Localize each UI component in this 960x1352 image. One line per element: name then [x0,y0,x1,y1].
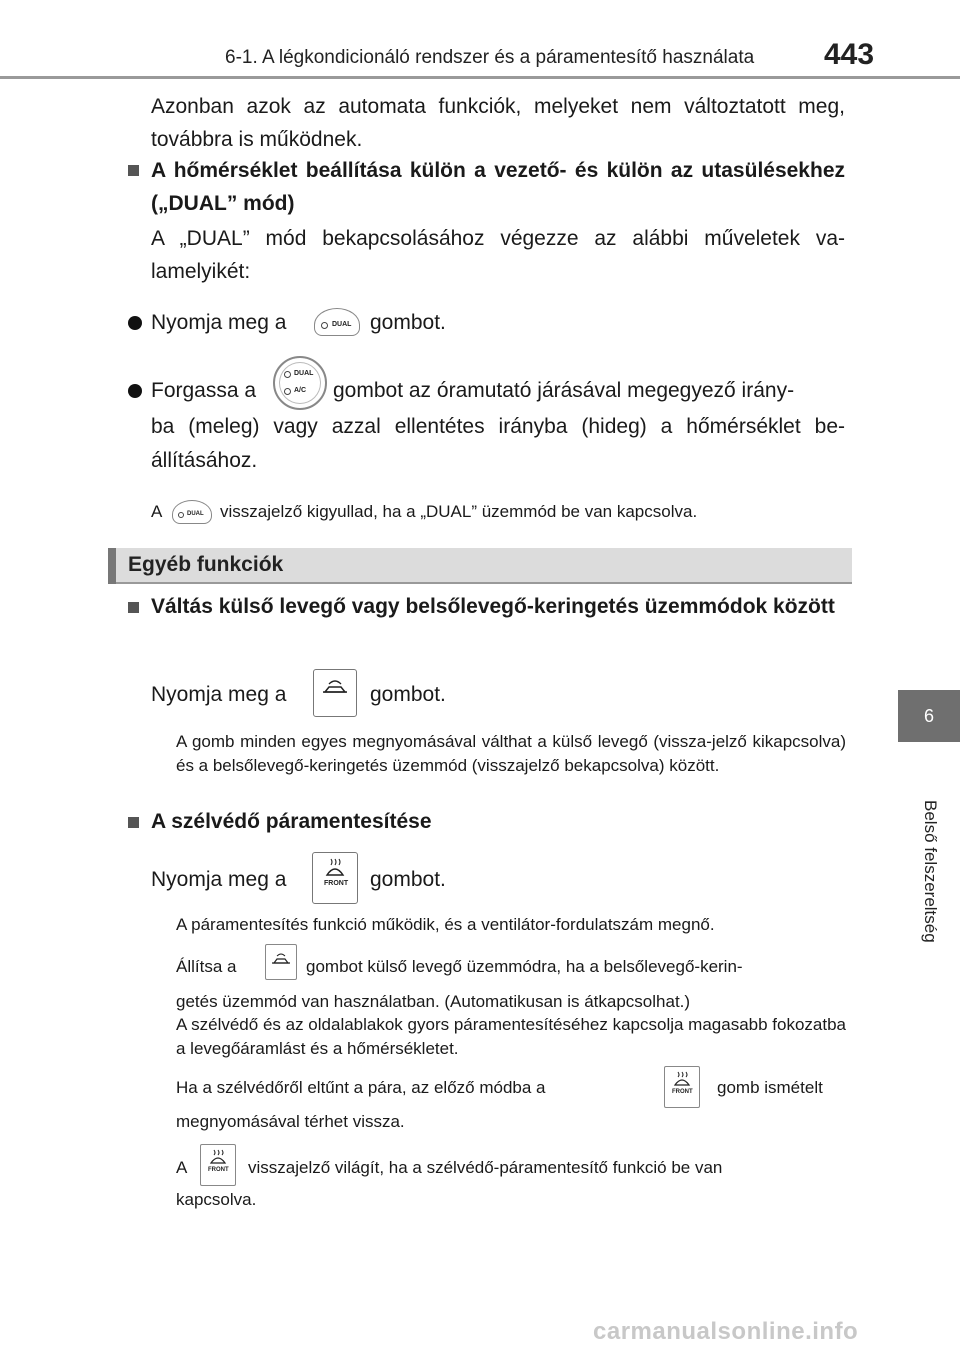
defrost-note5-before: A [176,1158,188,1177]
defrost-note5-after: visszajelző világít, ha a szélvédő-páramentesítő funkció be van [248,1158,723,1177]
round-bullet-icon [128,316,142,330]
indicator-icon [321,322,328,329]
front-defrost-indicator-icon [200,1144,236,1186]
front-defrost-button-icon [664,1066,700,1108]
square-bullet-icon [128,165,139,176]
square-bullet-icon [128,602,139,613]
defrost-note2-cont: getés üzemmód van használatban. (Automatikusan is átkapcsolhat.) [176,992,691,1011]
bullet1-text-after: gombot. [370,311,446,334]
temperature-dial-icon [273,356,327,410]
chapter-tab[interactable]: 6 [898,690,960,742]
dual-button-icon [314,308,360,336]
section-accent [108,548,116,584]
defrost-note1: A páramentesítés funkció működik, és a ventilátor-fordulatszám megnő. [176,915,715,934]
car-recirculation-icon [314,670,356,716]
defrost-press-after: gombot. [370,868,446,891]
dual-indicator-icon [172,500,212,524]
watermark: carmanualsonline.info [593,1318,859,1345]
defrost-note4-after: gomb ismételt [717,1078,823,1097]
indicator-icon [284,388,291,395]
defrost-note5-cont: kapcsolva. [176,1190,257,1209]
dual-indicator-label: DUAL [187,511,204,517]
recirc-heading: Váltás külső levegő vagy belsőlevegő-keringetés üzemmódok között [151,595,835,618]
windshield-defrost-icon [201,1145,235,1185]
chapter-tab-label-text: Belső felszereltség [921,800,940,943]
front-button-label: FRONT [672,1089,693,1095]
square-bullet-icon [128,817,139,828]
defrost-note2-after: gombot külső levegő üzemmódra, ha a belsőlevegő-kerin- [306,957,743,976]
indicator-icon [284,371,291,378]
section-title: Egyéb funkciók [128,553,284,576]
dial-ac-label: A/C [294,387,307,394]
bullet2-text-after: gombot az óramutató járásával megegyező irány- [333,379,795,402]
bullet2-continuation: ba (meleg) vagy azzal ellentétes irányba (hideg) a hőmérséklet be-állításához. [151,415,845,472]
page-header [0,0,960,80]
defrost-heading: A szélvédő páramentesítése [151,810,432,833]
page-number: 443 [824,38,875,71]
bullet1-text-before: Nyomja meg a [151,311,287,334]
dual-button-label: DUAL [332,321,352,328]
recirc-press-before: Nyomja meg a [151,683,287,706]
chapter-tab-label [880,800,960,1000]
header-divider [0,76,960,79]
intro-paragraph: Azonban azok az automata funkciók, melyeket nem változtatott meg, továbbra is működnek. [151,95,845,151]
defrost-note2-before: Állítsa a [176,957,237,976]
recirculation-button-icon [313,669,357,717]
front-indicator-label: FRONT [208,1167,229,1173]
defrost-note4-cont: megnyomásával térhet vissza. [176,1112,405,1131]
dial-dual-label: DUAL [294,370,314,377]
front-button-label: FRONT [324,880,349,887]
recirc-press-after: gombot. [370,683,446,706]
defrost-press-before: Nyomja meg a [151,868,287,891]
bullet2-text-before: Forgassa a [151,379,257,402]
round-bullet-icon [128,384,142,398]
windshield-defrost-icon [665,1067,699,1107]
windshield-defrost-icon [313,853,357,903]
recirculation-button-icon [265,944,297,980]
dual-heading: A hőmérséklet beállítása külön a vezető- és külön az utasülésekhez („DUAL” mód) [151,159,845,215]
chapter-title: 6-1. A légkondicionáló rendszer és a páramentesítő használata [225,47,755,68]
dual-lead: A „DUAL” mód bekapcsolásához végezze az alábbi műveletek va-lamelyikét: [151,227,845,283]
dual-note-before: A [151,502,163,521]
car-recirculation-icon [266,945,296,979]
chapter-tab-divider [898,742,960,745]
defrost-note4-before: Ha a szélvédőről eltűnt a pára, az előző módba a [176,1078,546,1097]
defrost-note3: A szélvédő és az oldalablakok gyors páramentesítéséhez kapcsolja magasabb fokozatba a levegőáramlást és a hőmérsékletet. [176,1015,847,1058]
front-defrost-button-icon [312,852,358,904]
indicator-icon [178,512,184,518]
recirc-note: A gomb minden egyes megnyomásával válthat a külső levegő (vissza-jelző kikapcsolva) és a belsőlevegő-keringetés üzemmód (visszajelző bekapcsolva) között. [176,732,846,775]
dual-note-after: visszajelző kigyullad, ha a „DUAL” üzemmód be van kapcsolva. [220,502,698,521]
